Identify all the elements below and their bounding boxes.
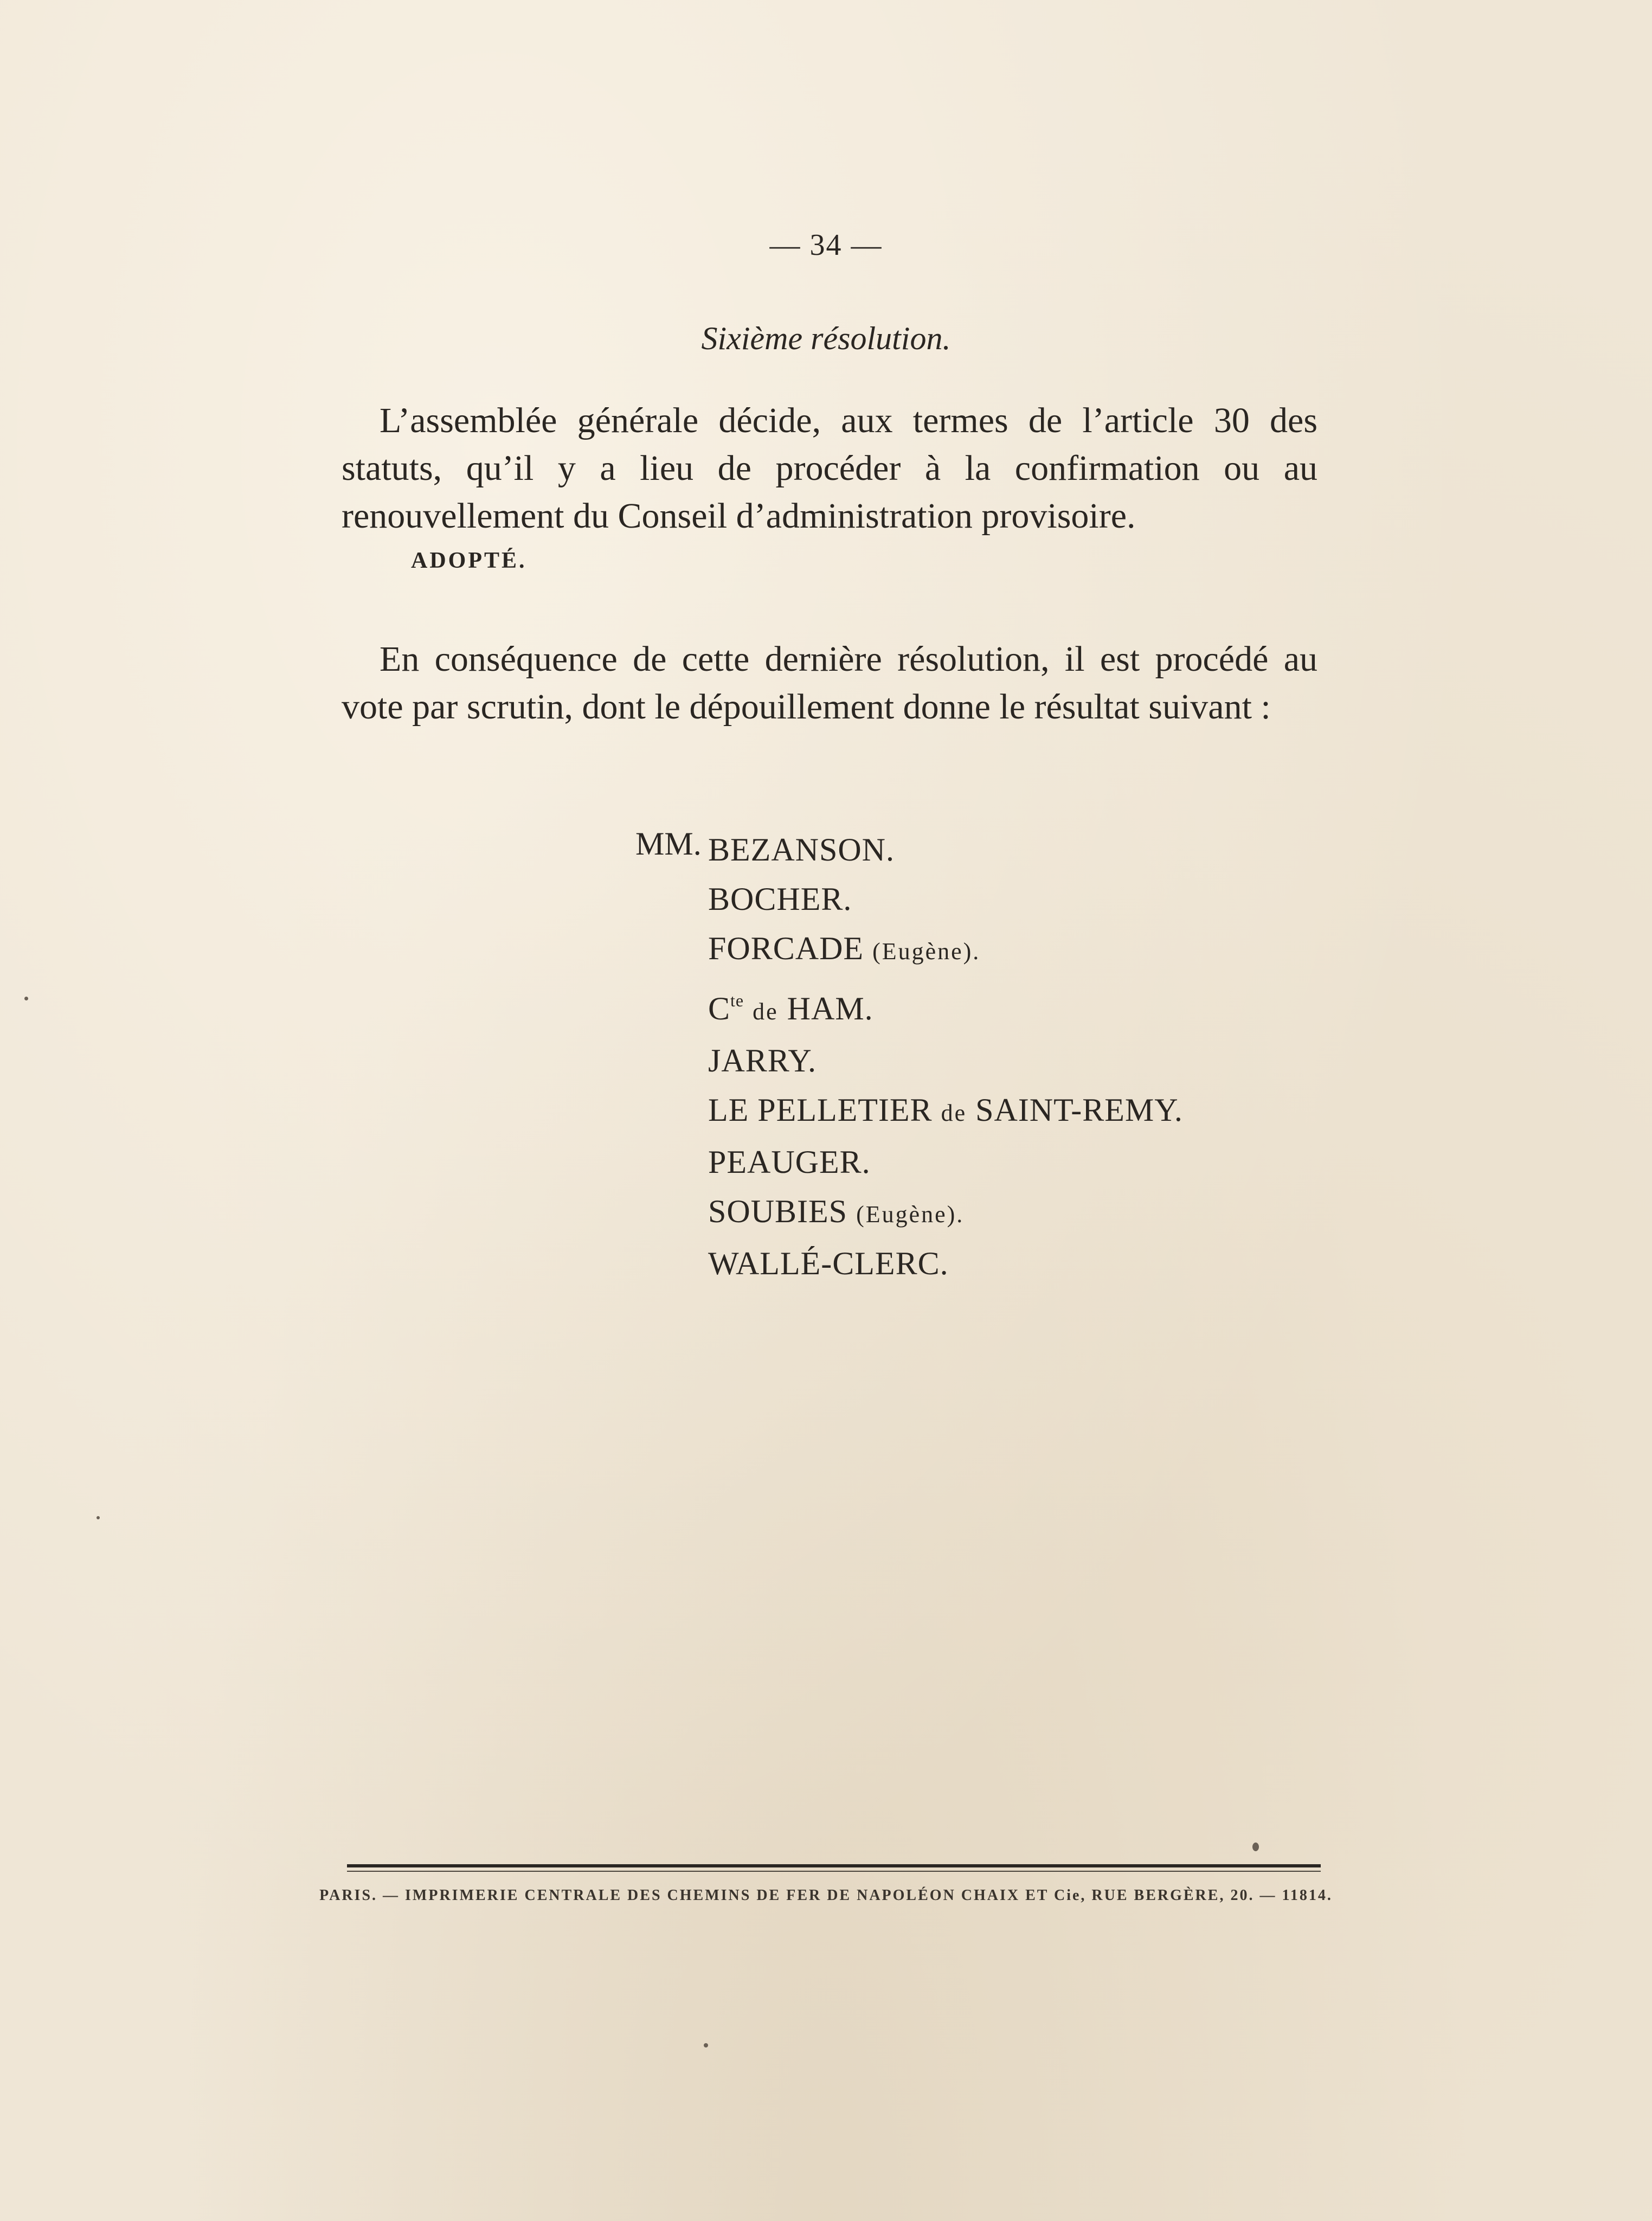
member-name: JARRY. [708,1043,817,1079]
member-name: SOUBIES (Eugène). [708,1193,965,1229]
page-number: — 34 — [769,228,883,262]
footer-rule-thin [347,1871,1321,1872]
member-title-prefix: $C^{te}$ [708,991,744,1026]
member-particle: de [941,1100,967,1126]
member-name: PEAUGER. [708,1144,871,1180]
paper-speck [97,1516,100,1519]
resolution-heading: Sixième résolution. [701,320,951,356]
paper-speck [704,2043,708,2047]
vote-text: En conséquence de cette dernière résolution, il est procédé au vote par scrutin, dont le dépouillement donne le résultat suivant : [342,639,1317,727]
member-name: $C^{te}$ de HAM. [708,991,873,1026]
footer-rule [347,1864,1321,1867]
member-name: BEZANSON. [708,832,895,868]
paper-speck [1252,1843,1259,1851]
member-name: BOCHER. [708,881,852,917]
member-particle: de [753,998,779,1025]
adopted-label: ADOPTÉ. [411,548,527,573]
resolution-paragraph [342,397,1317,540]
resolution-text: L’assemblée générale décide, aux termes de l’article 30 des statuts, qu’il y a lieu de procéder à la confirmation ou au renouvellement du Conseil d’administration provisoire. [342,401,1317,536]
vote-paragraph [342,636,1317,731]
member-given-name: (Eugène). [856,1201,965,1228]
member-name: FORCADE (Eugène). [708,930,981,966]
member-name: LE PELLETIER de SAINT-REMY. [708,1092,1183,1128]
member-given-name: (Eugène). [872,938,981,965]
honorific-label: MM. [635,826,702,862]
elected-members-list [708,825,1183,1288]
printer-imprint: PARIS. — IMPRIMERIE CENTRALE DES CHEMINS DE FER DE NAPOLÉON CHAIX ET Cie, RUE BERGÈRE, 20. — 11814. [319,1887,1333,1904]
member-name: WALLÉ-CLERC. [708,1246,949,1281]
paper-speck [24,997,28,1000]
